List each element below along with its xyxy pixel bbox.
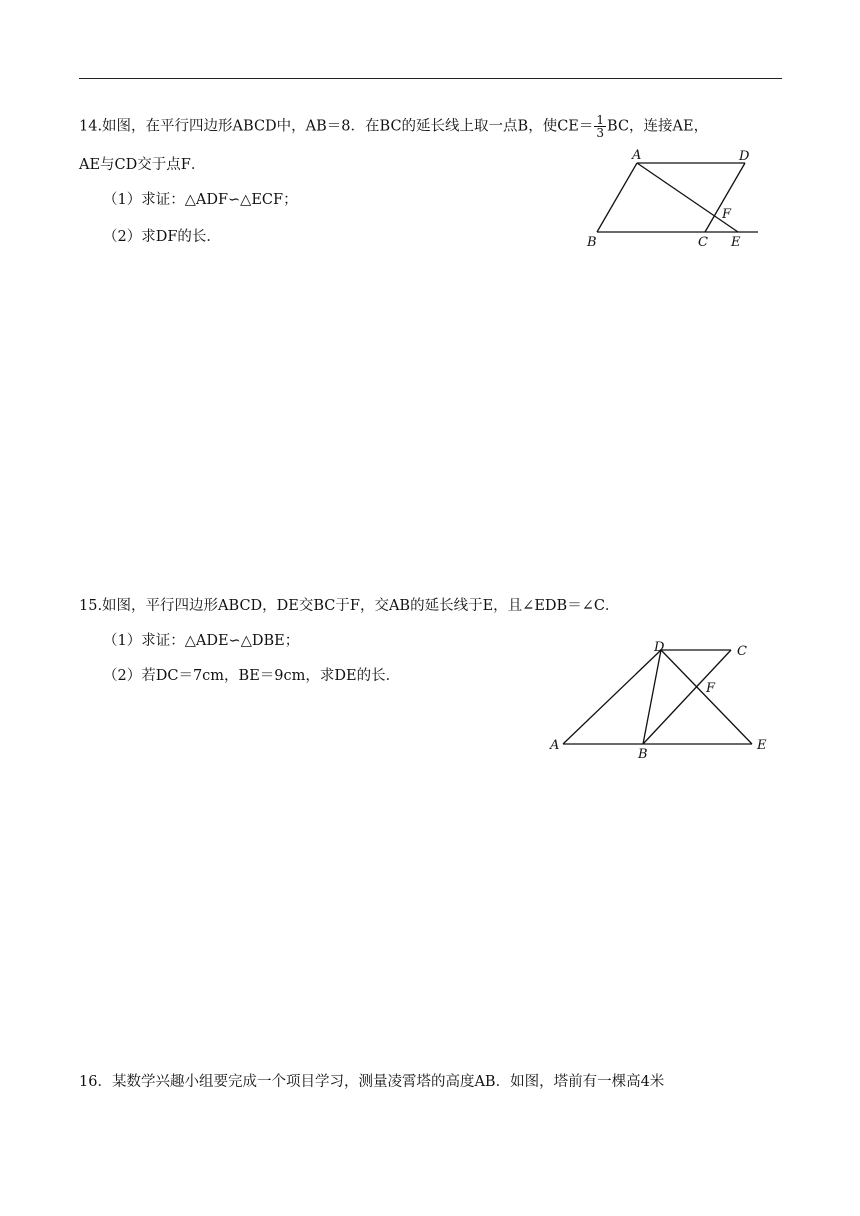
q14-label-D: D [739, 149, 750, 164]
q14-line1-text-a: 14.如图，在平行四边形ABCD中，AB＝8．在BC的延长线上取一点B，使CE＝ [79, 118, 594, 135]
q14-label-E: E [731, 235, 741, 250]
q14-label-F: F [722, 207, 732, 222]
q14-line2: AE与CD交于点F． [79, 157, 206, 173]
q14-label-C: C [698, 235, 708, 250]
q15-line1: 15.如图，平行四边形ABCD，DE交BC于F，交AB的延长线于E，且∠EDB＝∠C． [79, 598, 620, 614]
q15-label-F: F [706, 681, 716, 696]
q15-label-C: C [737, 644, 747, 659]
q15-part1: （1）求证：△ADE∽△DBE； [103, 633, 300, 649]
q14-label-B: B [587, 235, 597, 250]
q15-label-E: E [757, 738, 767, 753]
q16-line1: 16．某数学兴趣小组要完成一个项目学习，测量凌霄塔的高度AB．如图，塔前有一棵高4米 [79, 1074, 665, 1090]
q14-fraction-denominator: 3 [596, 126, 605, 140]
q15-label-B: B [638, 747, 648, 762]
q14-part1: （1）求证：△ADF∽△ECF； [103, 192, 298, 208]
q15-segment-CB [643, 650, 731, 744]
q14-label-A: A [632, 148, 642, 163]
q15-label-D: D [654, 640, 665, 655]
q14-part2: （2）求DF的长． [103, 229, 221, 245]
q15-label-A: A [550, 738, 560, 753]
q14-line1-text-b: BC，连接AE， [607, 118, 709, 135]
q15-segment-DE [661, 650, 752, 744]
q14-fraction-numerator: 1 [596, 113, 605, 127]
q15-part2: （2）若DC＝7cm，BE＝9cm，求DE的长． [103, 668, 401, 684]
